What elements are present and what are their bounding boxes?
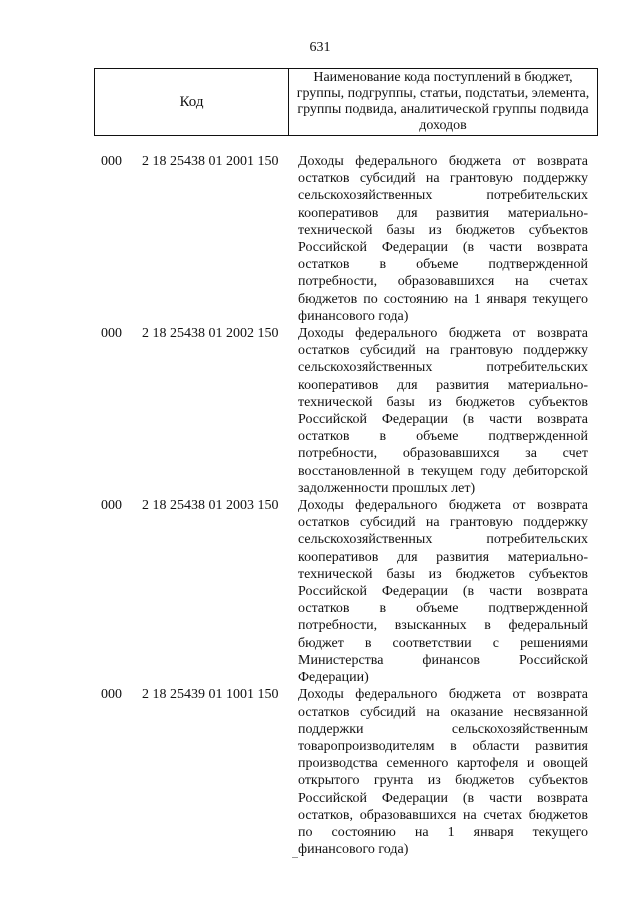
entry-description-line: Министерства финансов Российской <box>298 652 588 668</box>
entry-description-line: остатков субсидий на грантовую поддержку <box>298 343 588 359</box>
entry-description-line: остатков в объеме подтвержденной <box>298 601 588 617</box>
entry-description-line: потребности, образовавшихся за счет <box>298 446 588 462</box>
entry-description <box>298 153 588 325</box>
entry-description-line: сельскохозяйственных потребительских <box>298 360 588 376</box>
entry-admin-code: 000 <box>101 687 122 703</box>
entry-description-line: остатков в объеме подтвержденной <box>298 257 588 273</box>
entry-description-line: Российской Федерации (в части возврата <box>298 584 588 600</box>
entry-description <box>298 686 588 858</box>
entry-description-line: финансового года) <box>298 842 409 858</box>
entry-description-line: Доходы федерального бюджета от возврата <box>298 687 588 703</box>
entry-row <box>0 686 640 858</box>
entry-row <box>0 325 640 497</box>
entry-admin-code: 000 <box>101 498 122 514</box>
entry-income-code: 2 18 25438 01 2001 150 <box>142 154 279 169</box>
entry-description-line: Российской Федерации (в части возврата <box>298 412 588 428</box>
entry-description-line: остатков в объеме подтвержденной <box>298 429 588 445</box>
entry-description-line: Российской Федерации (в части возврата <box>298 790 588 806</box>
entry-description-line: Доходы федерального бюджета от возврата <box>298 498 588 514</box>
page-mark <box>292 857 298 858</box>
entry-description-line: остатков, образовавшихся на счетах бюджетов <box>298 807 588 823</box>
header-name-cell: Наименование кода поступлений в бюджет, группы, подгруппы, статьи, подстатьи, элемента, группы подвида, аналитической группы подвида доходов <box>296 70 590 133</box>
entry-description-line: восстановленной в текущем году дебиторской <box>298 463 588 479</box>
header-code-cell: Код <box>95 69 289 135</box>
entry-row <box>0 153 640 325</box>
entry-description-line: задолженности прошлых лет) <box>298 480 476 496</box>
entry-description-line: кооперативов для развития материально- <box>298 205 588 221</box>
table-header <box>94 68 598 136</box>
entry-description <box>298 325 588 497</box>
entry-description-line: поддержки сельскохозяйственным <box>298 721 588 737</box>
entry-description-line: технической базы из бюджетов субъектов <box>298 566 588 582</box>
entry-admin-code: 000 <box>101 154 122 169</box>
entry-description-line: товаропроизводителям в области развития <box>298 738 588 754</box>
entries-list <box>0 153 640 858</box>
entry-description-line: остатков субсидий на грантовую поддержку <box>298 515 588 531</box>
entry-description-line: сельскохозяйственных потребительских <box>298 532 588 548</box>
entry-description-line: Федерации) <box>298 670 369 686</box>
entry-description-line: бюджет в соответствии с решениями <box>298 635 588 651</box>
page-number: 631 <box>309 40 331 55</box>
entry-description-line: кооперативов для развития материально- <box>298 377 588 393</box>
entry-description-line: финансового года) <box>298 308 409 324</box>
entry-income-code: 2 18 25438 01 2002 150 <box>142 326 279 342</box>
entry-description-line: кооперативов для развития материально- <box>298 549 588 565</box>
entry-description-line: открытого грунта из бюджетов субъектов <box>298 773 588 789</box>
entry-income-code: 2 18 25439 01 1001 150 <box>142 687 279 703</box>
entry-description-line: технической базы из бюджетов субъектов <box>298 222 588 238</box>
entry-description-line: технической базы из бюджетов субъектов <box>298 394 588 410</box>
entry-description-line: Доходы федерального бюджета от возврата <box>298 154 588 169</box>
entry-income-code: 2 18 25438 01 2003 150 <box>142 498 279 514</box>
entry-description-line: Российской Федерации (в части возврата <box>298 240 588 256</box>
entry-description-line: остатков субсидий на оказание несвязанной <box>298 704 588 720</box>
entry-description-line: потребности, взысканных в федеральный <box>298 618 588 634</box>
entry-description-line: потребности, образовавшихся на счетах <box>298 274 588 290</box>
entry-row <box>0 497 640 686</box>
entry-description-line: бюджетов по состоянию на 1 января текущего <box>298 291 588 307</box>
entry-description-line: остатков субсидий на грантовую поддержку <box>298 171 588 187</box>
entry-description <box>298 497 588 686</box>
entry-description-line: производства семенного картофеля и овощей <box>298 756 588 772</box>
entry-description-line: по состоянию на 1 января текущего <box>298 824 588 840</box>
entry-description-line: сельскохозяйственных потребительских <box>298 188 588 204</box>
entry-admin-code: 000 <box>101 326 122 342</box>
entry-description-line: Доходы федерального бюджета от возврата <box>298 326 588 342</box>
